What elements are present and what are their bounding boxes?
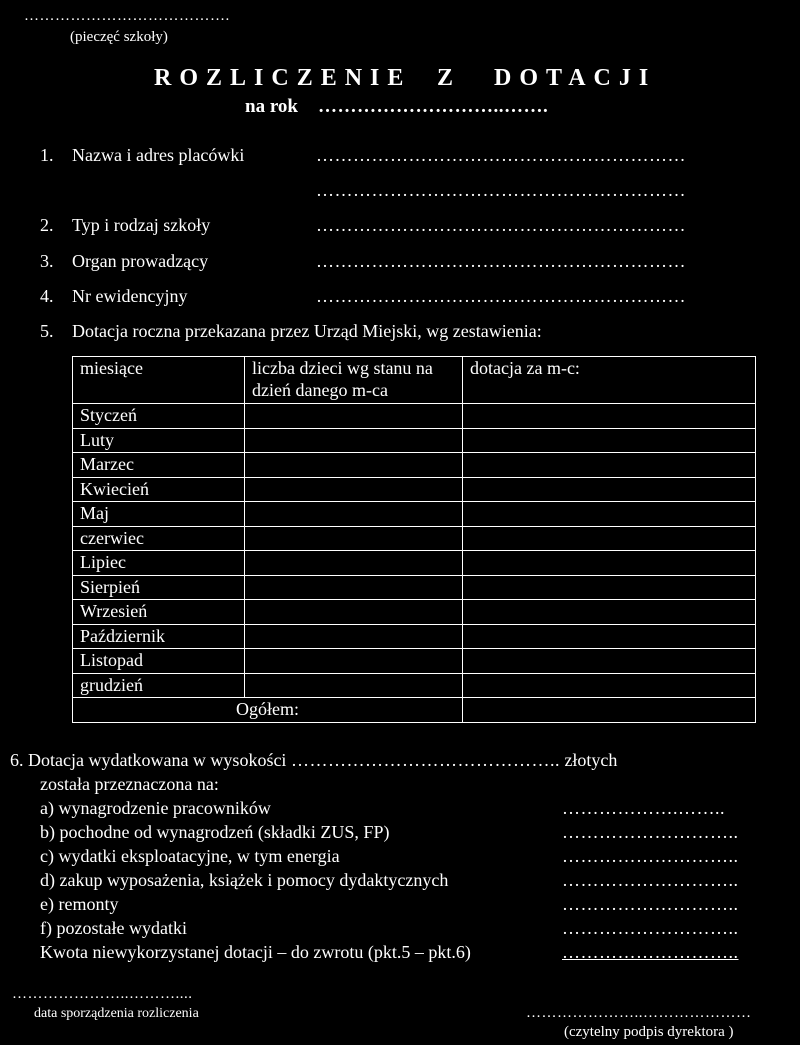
table-row — [73, 404, 756, 429]
header-children: liczba dzieci wg stanu na dzień danego m-ca — [245, 357, 463, 404]
field-label-type: Typ i rodzaj szkoły — [72, 215, 211, 235]
table-row — [73, 453, 756, 478]
expense-label-b: b) pochodne od wynagrodzeń (składki ZUS, FP) — [40, 822, 390, 842]
subsidy-cell[interactable] — [463, 624, 756, 649]
field-label-name: Nazwa i adres placówki — [72, 145, 245, 165]
header-months: miesiące — [73, 357, 245, 404]
expense-dots-e[interactable]: ……………………….. — [562, 894, 739, 914]
children-cell[interactable] — [245, 551, 463, 576]
children-cell[interactable] — [245, 428, 463, 453]
month-cell: grudzień — [73, 673, 245, 698]
children-cell[interactable] — [245, 673, 463, 698]
date-label: data sporządzenia rozliczenia — [34, 1006, 199, 1021]
section6-suffix: złotych — [564, 750, 618, 770]
table-row — [73, 673, 756, 698]
children-cell[interactable] — [245, 453, 463, 478]
table-row — [73, 477, 756, 502]
field-regnum-dots[interactable]: …………………………………………………… — [316, 286, 686, 306]
refund-label: Kwota niewykorzystanej dotacji – do zwrotu (pkt.5 – pkt.6) — [40, 942, 471, 962]
table-row — [73, 649, 756, 674]
month-cell: Marzec — [73, 453, 245, 478]
field-organ-dots[interactable]: …………………………………………………… — [316, 251, 686, 271]
children-cell[interactable] — [245, 575, 463, 600]
subsidy-cell[interactable] — [463, 404, 756, 429]
expense-label-d: d) zakup wyposażenia, książek i pomocy dydaktycznych — [40, 870, 449, 890]
children-cell[interactable] — [245, 502, 463, 527]
children-cell[interactable] — [245, 526, 463, 551]
table-row — [73, 551, 756, 576]
subsidy-cell[interactable] — [463, 526, 756, 551]
field-num-2: 2. — [40, 215, 54, 235]
table-row — [73, 502, 756, 527]
expense-dots-c[interactable]: ……………………….. — [562, 846, 739, 866]
total-subsidy-cell[interactable] — [463, 698, 756, 723]
month-cell: Maj — [73, 502, 245, 527]
table-total-row — [73, 698, 756, 723]
subtitle-year-field[interactable]: ………………………..……. — [318, 96, 549, 117]
table-row — [73, 600, 756, 625]
subsidy-table — [72, 356, 756, 723]
expense-label-a: a) wynagrodzenie pracowników — [40, 798, 271, 818]
field-label-regnum: Nr ewidencyjny — [72, 286, 188, 306]
total-label: Ogółem: — [73, 698, 463, 723]
subsidy-cell[interactable] — [463, 575, 756, 600]
stamp-label: (pieczęć szkoły) — [70, 29, 168, 45]
section6-line1 — [10, 750, 617, 771]
subsidy-cell[interactable] — [463, 673, 756, 698]
month-cell: Wrzesień — [73, 600, 245, 625]
subsidy-cell[interactable] — [463, 477, 756, 502]
table-row — [73, 575, 756, 600]
subsidy-cell[interactable] — [463, 649, 756, 674]
field-num-4: 4. — [40, 286, 54, 306]
section6-line2: została przeznaczona na: — [40, 774, 219, 794]
field-num-3: 3. — [40, 251, 54, 271]
month-cell: Styczeń — [73, 404, 245, 429]
page-title-word-2: Z — [437, 65, 462, 91]
field-type-dots[interactable]: …………………………………………………… — [316, 215, 686, 235]
item5-text: Dotacja roczna przekazana przez Urząd Miejski, wg zestawienia: — [72, 321, 542, 341]
section6-amount-dots[interactable]: …………………………………….. — [290, 750, 560, 770]
signature-dots[interactable]: …………………..………………… — [526, 1005, 752, 1021]
subsidy-cell[interactable] — [463, 600, 756, 625]
month-cell: Lipiec — [73, 551, 245, 576]
subsidy-cell[interactable] — [463, 428, 756, 453]
refund-dots[interactable]: ……………………….. — [562, 942, 739, 962]
month-cell: Luty — [73, 428, 245, 453]
children-cell[interactable] — [245, 649, 463, 674]
signature-label: (czytelny podpis dyrektora ) — [564, 1024, 734, 1040]
field-label-organ: Organ prowadzący — [72, 251, 209, 271]
subsidy-cell[interactable] — [463, 502, 756, 527]
item5-num: 5. — [40, 321, 54, 341]
children-cell[interactable] — [245, 600, 463, 625]
month-cell: Kwiecień — [73, 477, 245, 502]
table-header-row — [73, 357, 756, 404]
expense-label-e: e) remonty — [40, 894, 119, 914]
field-address-dots[interactable]: …………………………………………………… — [316, 180, 686, 200]
page-title-word-3: DOTACJI — [494, 65, 657, 91]
page-title: ROZLICZENIE — [154, 65, 412, 91]
expense-dots-a[interactable]: ……………….…….. — [562, 798, 725, 818]
subsidy-cell[interactable] — [463, 453, 756, 478]
section6-prefix: 6. Dotacja wydatkowana w wysokości — [10, 750, 287, 770]
expense-dots-d[interactable]: ……………………….. — [562, 870, 739, 890]
children-cell[interactable] — [245, 404, 463, 429]
month-cell: Październik — [73, 624, 245, 649]
stamp-dots: …………………………………. — [24, 8, 230, 24]
table-row — [73, 526, 756, 551]
children-cell[interactable] — [245, 624, 463, 649]
subsidy-cell[interactable] — [463, 551, 756, 576]
subtitle-label: na rok — [245, 96, 298, 117]
month-cell: czerwiec — [73, 526, 245, 551]
field-name-dots[interactable]: …………………………………………………… — [316, 145, 686, 165]
table-row — [73, 428, 756, 453]
month-cell: Sierpień — [73, 575, 245, 600]
month-cell: Listopad — [73, 649, 245, 674]
expense-label-f: f) pozostałe wydatki — [40, 918, 187, 938]
expense-dots-b[interactable]: ……………………….. — [562, 822, 739, 842]
field-num-1: 1. — [40, 145, 54, 165]
table-row — [73, 624, 756, 649]
expense-label-c: c) wydatki eksploatacyjne, w tym energia — [40, 846, 340, 866]
children-cell[interactable] — [245, 477, 463, 502]
header-subsidy: dotacja za m-c: — [463, 357, 756, 404]
date-dots[interactable]: …………………..……….... — [12, 986, 193, 1002]
expense-dots-f[interactable]: ……………………….. — [562, 918, 739, 938]
